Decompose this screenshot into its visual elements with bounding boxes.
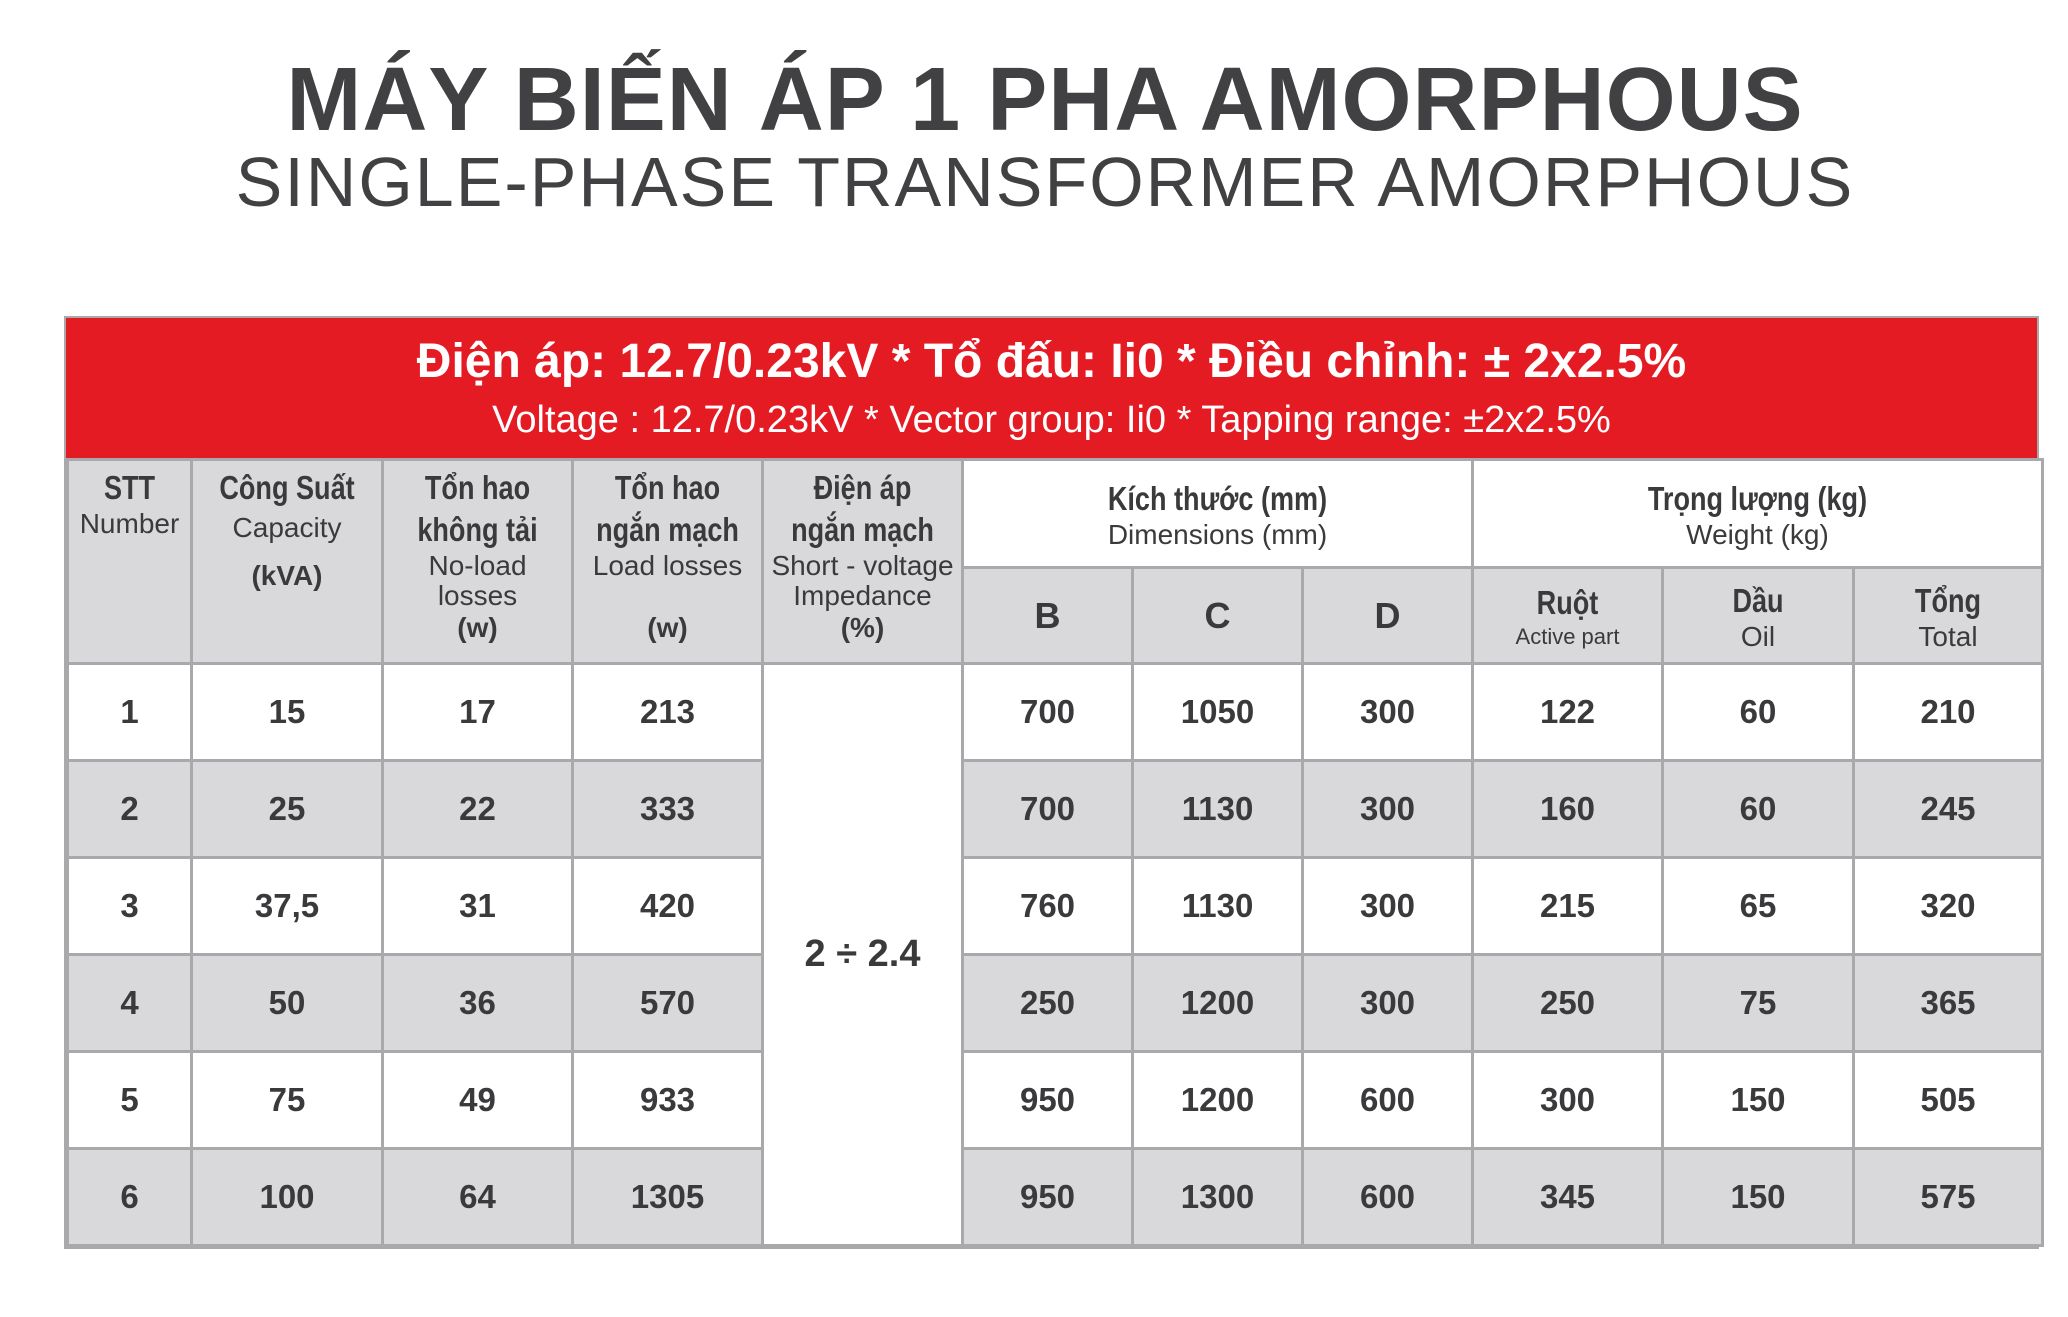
- cell-dim-c: 1200: [1133, 1052, 1303, 1149]
- header-weight-active: [1473, 568, 1663, 664]
- header-dim-d-label: D: [1374, 594, 1401, 636]
- header-capacity-vn: Công Suất: [219, 469, 355, 506]
- cell-capacity: 15: [192, 664, 383, 761]
- cell-weight-oil: 60: [1663, 664, 1854, 761]
- header-noload-en1: No-load: [428, 550, 527, 581]
- header-weight-vn: Trọng lượng (kg): [1647, 479, 1868, 517]
- header-weight-active-en: Active part: [1515, 623, 1620, 649]
- cell-stt: 4: [68, 955, 192, 1052]
- header-dimensions: [963, 460, 1473, 568]
- header-impedance-en1: Short - voltage: [771, 550, 954, 581]
- cell-weight-active: 215: [1473, 858, 1663, 955]
- banner-vn-text: Điện áp: 12.7/0.23kV * Tổ đấu: Ii0 * Điều chỉnh: ± 2x2.5%: [416, 335, 1687, 388]
- header-impedance-vn2: ngắn mạch: [791, 511, 934, 548]
- header-dim-b-label: B: [1034, 594, 1061, 636]
- cell-load: 1305: [573, 1149, 763, 1246]
- header-weight-oil-en: Oil: [1740, 620, 1776, 652]
- cell-capacity: 50: [192, 955, 383, 1052]
- header-weight-en: Weight (kg): [1686, 518, 1829, 550]
- header-dim-c: [1133, 568, 1303, 664]
- cell-dim-c: 1130: [1133, 858, 1303, 955]
- header-stt-en: Number: [79, 508, 180, 539]
- cell-noload: 22: [383, 761, 573, 858]
- cell-dim-c: 1200: [1133, 955, 1303, 1052]
- cell-load: 333: [573, 761, 763, 858]
- cell-weight-total: 245: [1854, 761, 2043, 858]
- cell-dim-b: 760: [963, 858, 1133, 955]
- cell-weight-oil: 75: [1663, 955, 1854, 1052]
- cell-noload: 49: [383, 1052, 573, 1149]
- header-load-vn2: ngắn mạch: [596, 511, 739, 548]
- cell-weight-total: 320: [1854, 858, 2043, 955]
- cell-dim-b: 700: [963, 664, 1133, 761]
- cell-dim-d: 300: [1303, 761, 1473, 858]
- header-impedance-en2: Impedance: [793, 580, 932, 611]
- cell-stt: 1: [68, 664, 192, 761]
- cell-noload: 31: [383, 858, 573, 955]
- cell-stt: 2: [68, 761, 192, 858]
- header-impedance-vn1: Điện áp: [813, 469, 912, 506]
- spec-table-container: [64, 316, 2039, 1249]
- header-weight-total-en: Total: [1918, 620, 1978, 652]
- header-noload-unit: (w): [457, 612, 498, 643]
- page-subtitle: SINGLE-PHASE TRANSFORMER AMORPHOUS: [235, 143, 1855, 221]
- header-capacity-unit: (kVA): [251, 560, 323, 591]
- cell-weight-total: 210: [1854, 664, 2043, 761]
- header-weight-oil-vn: Dầu: [1732, 581, 1784, 619]
- cell-weight-total: 505: [1854, 1052, 2043, 1149]
- cell-load: 420: [573, 858, 763, 955]
- header-weight-active-vn: Ruột: [1536, 583, 1599, 621]
- header-stt-vn: STT: [103, 469, 156, 506]
- header-weight: [1473, 460, 2043, 568]
- header-dimensions-en: Dimensions (mm): [1107, 518, 1328, 550]
- cell-weight-oil: 65: [1663, 858, 1854, 955]
- cell-noload: 17: [383, 664, 573, 761]
- table-row: [68, 1149, 2043, 1246]
- cell-impedance-merged: 2 ÷ 2.4: [763, 664, 963, 1246]
- cell-weight-total: 365: [1854, 955, 2043, 1052]
- page-title: MÁY BIẾN ÁP 1 PHA AMORPHOUS: [286, 50, 1804, 150]
- cell-stt: 3: [68, 858, 192, 955]
- cell-stt: 6: [68, 1149, 192, 1246]
- cell-stt: 5: [68, 1052, 192, 1149]
- cell-capacity: 75: [192, 1052, 383, 1149]
- header-capacity-en: Capacity: [232, 512, 342, 543]
- cell-weight-active: 122: [1473, 664, 1663, 761]
- table-row: [68, 858, 2043, 955]
- cell-weight-oil: 150: [1663, 1149, 1854, 1246]
- header-dim-c-label: C: [1204, 594, 1231, 636]
- cell-load: 933: [573, 1052, 763, 1149]
- table-row: [68, 761, 2043, 858]
- cell-capacity: 25: [192, 761, 383, 858]
- cell-weight-oil: 60: [1663, 761, 1854, 858]
- cell-dim-d: 300: [1303, 664, 1473, 761]
- header-impedance-unit: (%): [840, 612, 885, 643]
- cell-capacity: 37,5: [192, 858, 383, 955]
- cell-noload: 36: [383, 955, 573, 1052]
- header-dimensions-vn: Kích thước (mm): [1107, 479, 1328, 517]
- header-dim-b: [963, 568, 1133, 664]
- cell-noload: 64: [383, 1149, 573, 1246]
- spec-table: [66, 458, 2044, 1247]
- cell-weight-active: 345: [1473, 1149, 1663, 1246]
- header-load-vn1: Tổn hao: [614, 469, 721, 506]
- cell-dim-b: 950: [963, 1149, 1133, 1246]
- table-row: [68, 664, 2043, 761]
- header-dim-d: [1303, 568, 1473, 664]
- header-capacity: [192, 460, 383, 664]
- table-row: [68, 1052, 2043, 1149]
- cell-dim-b: 700: [963, 761, 1133, 858]
- cell-weight-active: 300: [1473, 1052, 1663, 1149]
- header-noload-en2: losses: [437, 580, 518, 611]
- cell-dim-c: 1300: [1133, 1149, 1303, 1246]
- header-weight-oil: [1663, 568, 1854, 664]
- spec-banner: [66, 318, 2037, 458]
- header-impedance: [763, 460, 963, 664]
- table-row: [68, 955, 2043, 1052]
- cell-capacity: 100: [192, 1149, 383, 1246]
- banner-en-text: Voltage : 12.7/0.23kV * Vector group: Ii0 * Tapping range: ±2x2.5%: [492, 399, 1611, 441]
- header-noload-vn2: không tải: [417, 511, 538, 548]
- cell-weight-active: 250: [1473, 955, 1663, 1052]
- cell-dim-b: 250: [963, 955, 1133, 1052]
- header-load-en: Load losses: [592, 550, 743, 581]
- cell-weight-active: 160: [1473, 761, 1663, 858]
- header-load: [573, 460, 763, 664]
- cell-load: 570: [573, 955, 763, 1052]
- header-stt: [68, 460, 192, 664]
- header-noload-vn1: Tổn hao: [424, 469, 531, 506]
- cell-dim-b: 950: [963, 1052, 1133, 1149]
- cell-weight-oil: 150: [1663, 1052, 1854, 1149]
- cell-dim-d: 300: [1303, 955, 1473, 1052]
- cell-dim-d: 300: [1303, 858, 1473, 955]
- header-weight-total-vn: Tổng: [1914, 581, 1982, 619]
- cell-dim-c: 1050: [1133, 664, 1303, 761]
- cell-dim-d: 600: [1303, 1052, 1473, 1149]
- cell-dim-c: 1130: [1133, 761, 1303, 858]
- header-noload: [383, 460, 573, 664]
- header-weight-total: [1854, 568, 2043, 664]
- header-load-unit: (w): [647, 612, 688, 643]
- cell-load: 213: [573, 664, 763, 761]
- cell-dim-d: 600: [1303, 1149, 1473, 1246]
- cell-weight-total: 575: [1854, 1149, 2043, 1246]
